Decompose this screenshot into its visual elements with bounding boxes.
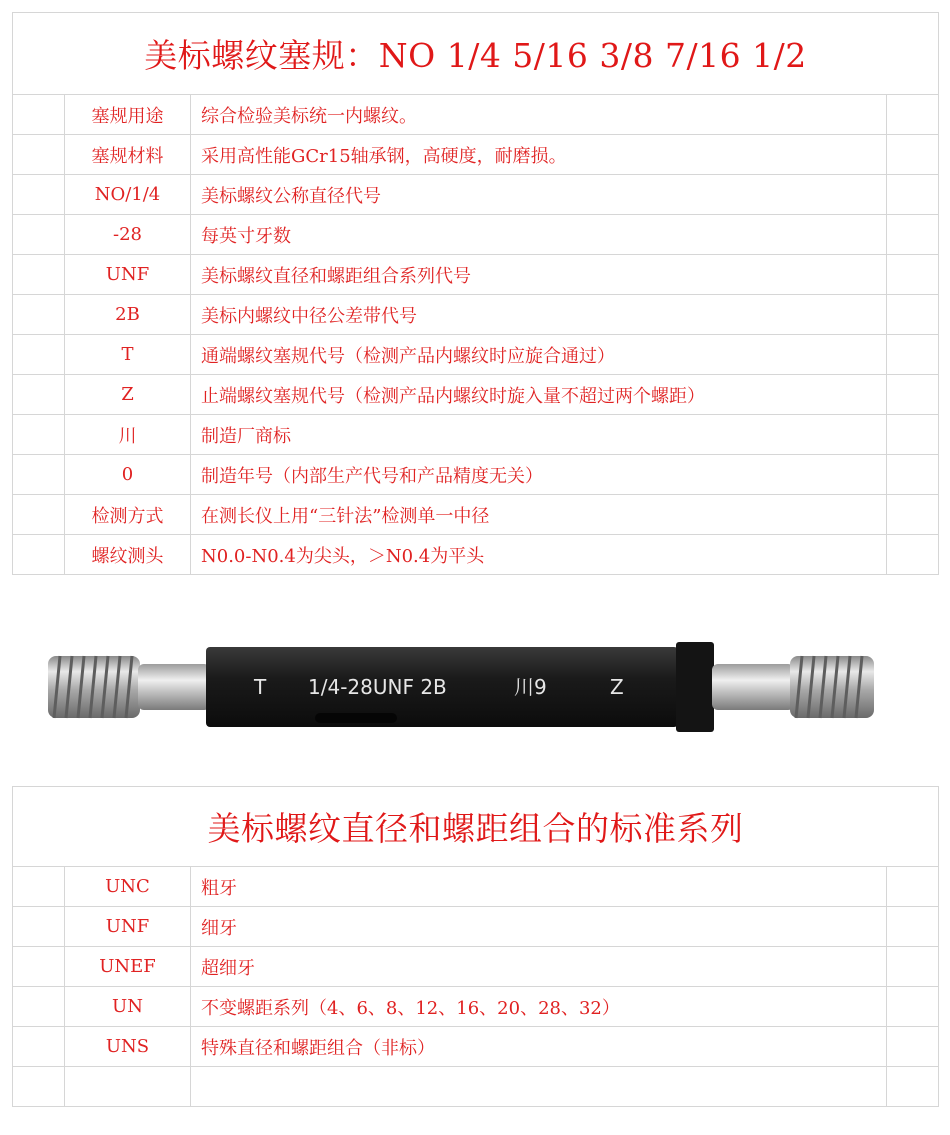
- row-description: 超细牙: [191, 947, 887, 987]
- row-description: 每英寸牙数: [191, 215, 887, 255]
- row-description: 细牙: [191, 907, 887, 947]
- row-end-cell: [887, 987, 939, 1027]
- row-end-cell: [887, 135, 939, 175]
- spec-row: [13, 415, 939, 455]
- marking-go: T: [254, 675, 267, 699]
- row-label: 川: [65, 415, 191, 455]
- row-label: UNC: [65, 867, 191, 907]
- series-row: [13, 1027, 939, 1067]
- row-end-cell: [887, 535, 939, 575]
- row-end-cell: [887, 1067, 939, 1107]
- row-description: 不变螺距系列（4、6、8、12、16、20、28、32）: [191, 987, 887, 1027]
- row-label: 塞规材料: [65, 135, 191, 175]
- row-spacer: [13, 455, 65, 495]
- no-go-thread-end: [790, 656, 874, 718]
- spec-row: [13, 295, 939, 335]
- row-end-cell: [887, 415, 939, 455]
- row-label: UNF: [65, 907, 191, 947]
- series-row: [13, 1067, 939, 1107]
- row-spacer: [13, 535, 65, 575]
- row-description: 在测长仪上用“三针法”检测单一中径: [191, 495, 887, 535]
- spec-row: [13, 375, 939, 415]
- series-row: [13, 947, 939, 987]
- row-label: T: [65, 335, 191, 375]
- spec-row: [13, 95, 939, 135]
- row-description: N0.0-N0.4为尖头，＞N0.4为平头: [191, 535, 887, 575]
- row-end-cell: [887, 1027, 939, 1067]
- row-spacer: [13, 495, 65, 535]
- row-label: Z: [65, 375, 191, 415]
- row-label: 2B: [65, 295, 191, 335]
- row-description: 采用高性能GCr15轴承钢，高硬度，耐磨损。: [191, 135, 887, 175]
- row-description: 综合检验美标统一内螺纹。: [191, 95, 887, 135]
- row-spacer: [13, 255, 65, 295]
- row-end-cell: [887, 375, 939, 415]
- row-description: 制造厂商标: [191, 415, 887, 455]
- row-end-cell: [887, 175, 939, 215]
- row-label: 检测方式: [65, 495, 191, 535]
- row-end-cell: [887, 95, 939, 135]
- row-label: 塞规用途: [65, 95, 191, 135]
- row-spacer: [13, 295, 65, 335]
- row-spacer: [13, 95, 65, 135]
- row-end-cell: [887, 255, 939, 295]
- spec-row: [13, 495, 939, 535]
- row-spacer: [13, 415, 65, 455]
- row-spacer: [13, 947, 65, 987]
- row-label: UNF: [65, 255, 191, 295]
- spec-table-title: 美标螺纹塞规：NO 1/4 5/16 3/8 7/16 1/2: [13, 13, 939, 95]
- row-spacer: [13, 867, 65, 907]
- gauge-hex-collar: [676, 642, 714, 732]
- row-end-cell: [887, 215, 939, 255]
- spec-row: [13, 255, 939, 295]
- series-row: [13, 867, 939, 907]
- row-label: UNEF: [65, 947, 191, 987]
- row-spacer: [13, 1027, 65, 1067]
- spec-row: [13, 455, 939, 495]
- right-shaft: [712, 664, 794, 710]
- row-label: UNS: [65, 1027, 191, 1067]
- row-description: 美标螺纹直径和螺距组合系列代号: [191, 255, 887, 295]
- row-spacer: [13, 1067, 65, 1107]
- row-description: 美标螺纹公称直径代号: [191, 175, 887, 215]
- row-spacer: [13, 335, 65, 375]
- row-end-cell: [887, 335, 939, 375]
- marking-no-go: Z: [610, 675, 624, 699]
- spec-row: [13, 535, 939, 575]
- left-shaft: [138, 664, 210, 710]
- marking-thread-spec: 1/4-28UNF 2B: [308, 675, 447, 699]
- row-label: NO/1/4: [65, 175, 191, 215]
- row-description: [191, 1067, 887, 1107]
- handle-slot: [315, 713, 397, 723]
- series-row: [13, 987, 939, 1027]
- row-end-cell: [887, 867, 939, 907]
- row-end-cell: [887, 907, 939, 947]
- go-thread-end: [48, 656, 140, 718]
- row-end-cell: [887, 495, 939, 535]
- row-end-cell: [887, 455, 939, 495]
- series-table-title: 美标螺纹直径和螺距组合的标准系列: [13, 787, 939, 867]
- row-label: -28: [65, 215, 191, 255]
- row-spacer: [13, 375, 65, 415]
- row-description: 美标内螺纹中径公差带代号: [191, 295, 887, 335]
- row-label: UN: [65, 987, 191, 1027]
- spec-table: [12, 12, 939, 575]
- thread-plug-gauge-image: [40, 620, 910, 750]
- series-table: [12, 786, 939, 1107]
- row-description: 制造年号（内部生产代号和产品精度无关）: [191, 455, 887, 495]
- row-description: 止端螺纹塞规代号（检测产品内螺纹时旋入量不超过两个螺距）: [191, 375, 887, 415]
- spec-row: [13, 335, 939, 375]
- spec-row: [13, 215, 939, 255]
- row-spacer: [13, 907, 65, 947]
- row-label: [65, 1067, 191, 1107]
- row-spacer: [13, 987, 65, 1027]
- marking-brand: 川9: [514, 675, 547, 699]
- row-spacer: [13, 215, 65, 255]
- row-end-cell: [887, 947, 939, 987]
- row-spacer: [13, 175, 65, 215]
- row-label: 螺纹测头: [65, 535, 191, 575]
- row-description: 特殊直径和螺距组合（非标）: [191, 1027, 887, 1067]
- gauge-illustration: [40, 620, 910, 750]
- row-spacer: [13, 135, 65, 175]
- spec-row: [13, 175, 939, 215]
- row-end-cell: [887, 295, 939, 335]
- row-label: 0: [65, 455, 191, 495]
- spec-row: [13, 135, 939, 175]
- row-description: 通端螺纹塞规代号（检测产品内螺纹时应旋合通过）: [191, 335, 887, 375]
- series-row: [13, 907, 939, 947]
- row-description: 粗牙: [191, 867, 887, 907]
